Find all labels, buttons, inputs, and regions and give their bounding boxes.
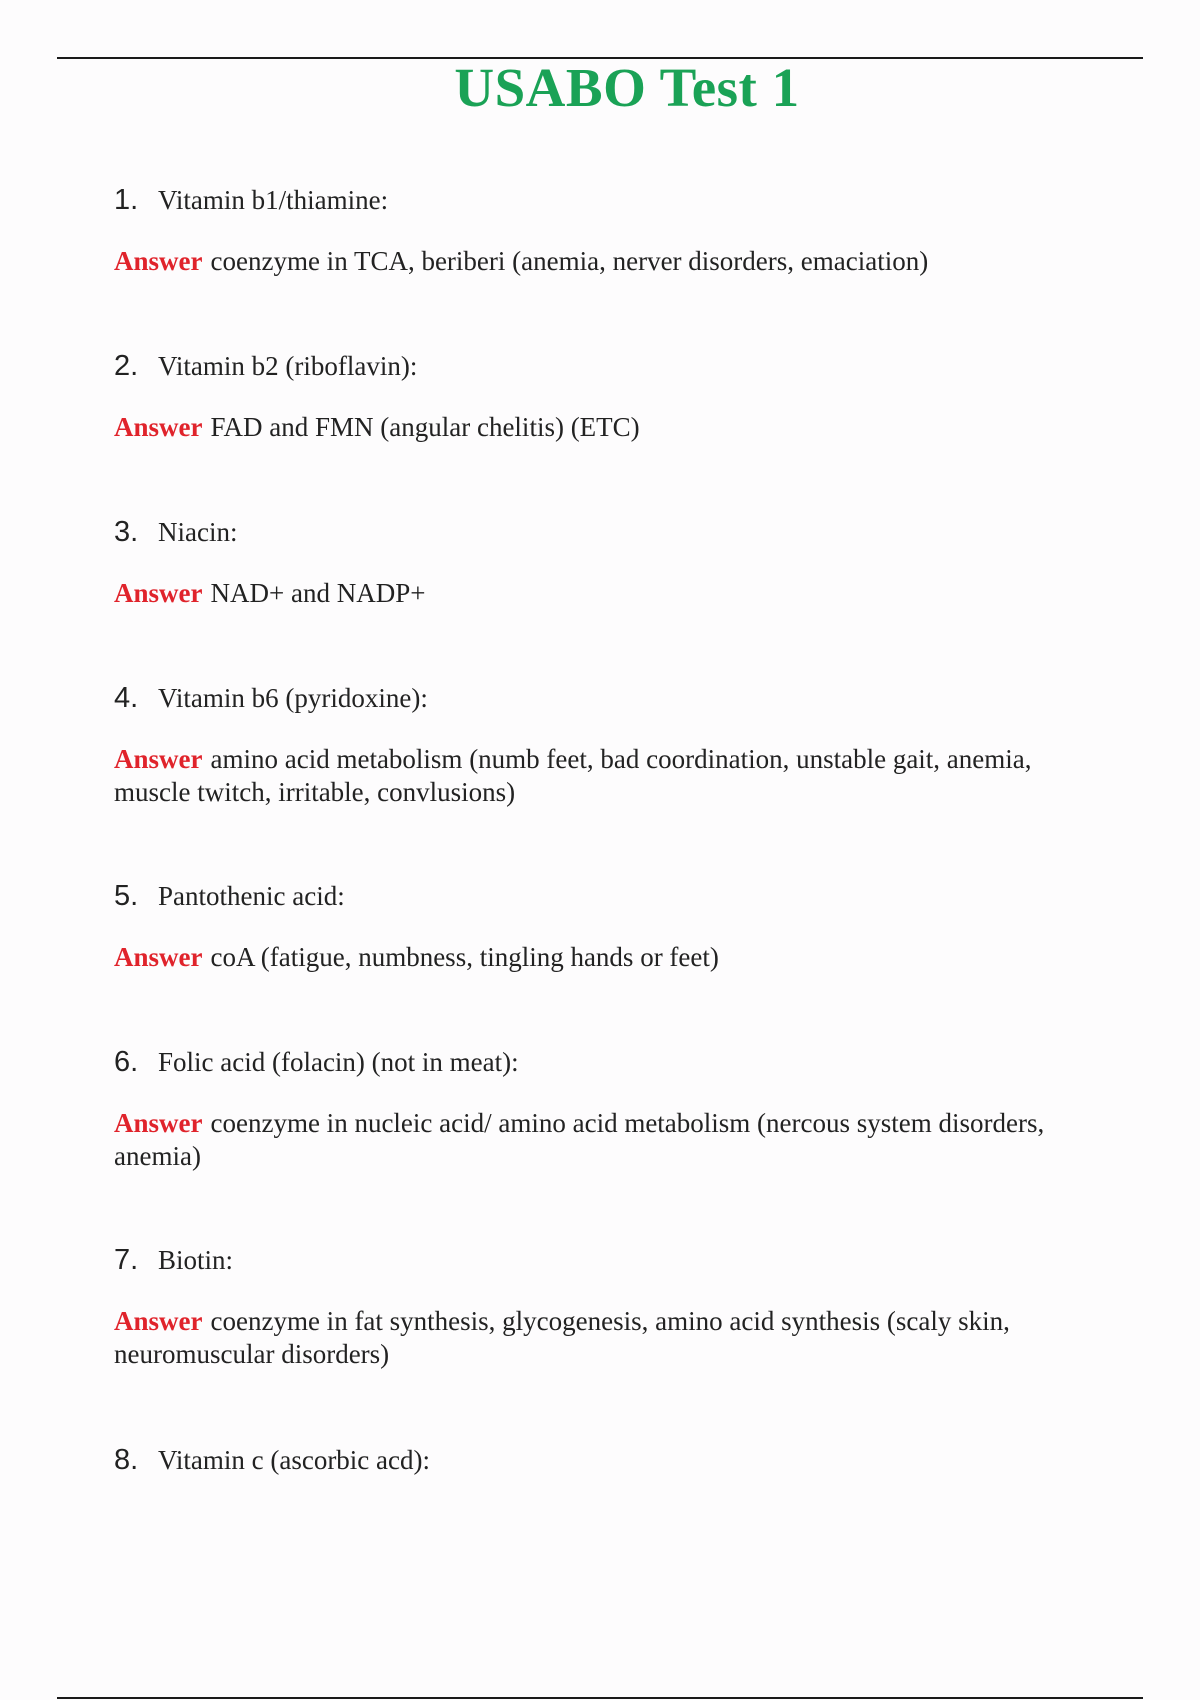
answer-text: coA (fatigue, numbness, tingling hands or feet) — [210, 942, 719, 972]
answer-block — [114, 577, 1094, 610]
answer-text: coenzyme in fat synthesis, glycogenesis, amino acid synthesis (scaly skin, neuromuscular disorders) — [114, 1306, 1010, 1369]
question-number: 5. — [114, 880, 139, 912]
answer-block — [114, 1305, 1094, 1371]
answer-label: Answer — [114, 1306, 203, 1336]
page-title: USABO Test 1 — [454, 57, 800, 118]
question-text: Niacin: — [158, 517, 238, 547]
answer-block — [114, 1107, 1094, 1173]
question-text: Vitamin c (ascorbic acd): — [158, 1445, 431, 1475]
question-item-5 — [114, 879, 1094, 1045]
answer-text: FAD and FMN (angular chelitis) (ETC) — [210, 412, 640, 442]
question-item-6 — [114, 1045, 1094, 1243]
answer-text: coenzyme in nucleic acid/ amino acid metabolism (nercous system disorders, anemia) — [114, 1108, 1045, 1171]
question-item-4 — [114, 681, 1094, 879]
answer-text: amino acid metabolism (numb feet, bad coordination, unstable gait, anemia, muscle twitch, irritable, convlusions) — [114, 744, 1032, 807]
answer-block — [114, 411, 1094, 444]
question-number: 7. — [114, 1244, 139, 1276]
question-number: 4. — [114, 682, 139, 714]
question-item-2 — [114, 349, 1094, 515]
bottom-rule — [57, 1697, 1143, 1699]
answer-block — [114, 743, 1094, 809]
answer-label: Answer — [114, 744, 203, 774]
answer-block — [114, 941, 1094, 974]
answer-label: Answer — [114, 942, 203, 972]
question-number: 2. — [114, 350, 139, 382]
question-item-8 — [114, 1443, 1094, 1477]
question-number: 1. — [114, 184, 139, 216]
answer-label: Answer — [114, 246, 203, 276]
question-number: 6. — [114, 1046, 139, 1078]
question-text: Vitamin b6 (pyridoxine): — [158, 683, 428, 713]
answer-label: Answer — [114, 1108, 203, 1138]
question-text: Vitamin b1/thiamine: — [158, 185, 389, 215]
question-text: Biotin: — [158, 1245, 234, 1275]
question-number: 8. — [114, 1444, 139, 1476]
question-item-7 — [114, 1243, 1094, 1443]
answer-text: coenzyme in TCA, beriberi (anemia, nerver disorders, emaciation) — [210, 246, 929, 276]
question-item-1 — [114, 183, 1094, 349]
question-number: 3. — [114, 516, 139, 548]
answer-text: NAD+ and NADP+ — [210, 578, 426, 608]
answer-label: Answer — [114, 412, 203, 442]
question-list — [114, 183, 1094, 1477]
question-text: Folic acid (folacin) (not in meat): — [158, 1047, 519, 1077]
answer-block — [114, 245, 1094, 278]
question-text: Vitamin b2 (riboflavin): — [158, 351, 418, 381]
answer-label: Answer — [114, 578, 203, 608]
question-text: Pantothenic acid: — [158, 881, 345, 911]
question-item-3 — [114, 515, 1094, 681]
